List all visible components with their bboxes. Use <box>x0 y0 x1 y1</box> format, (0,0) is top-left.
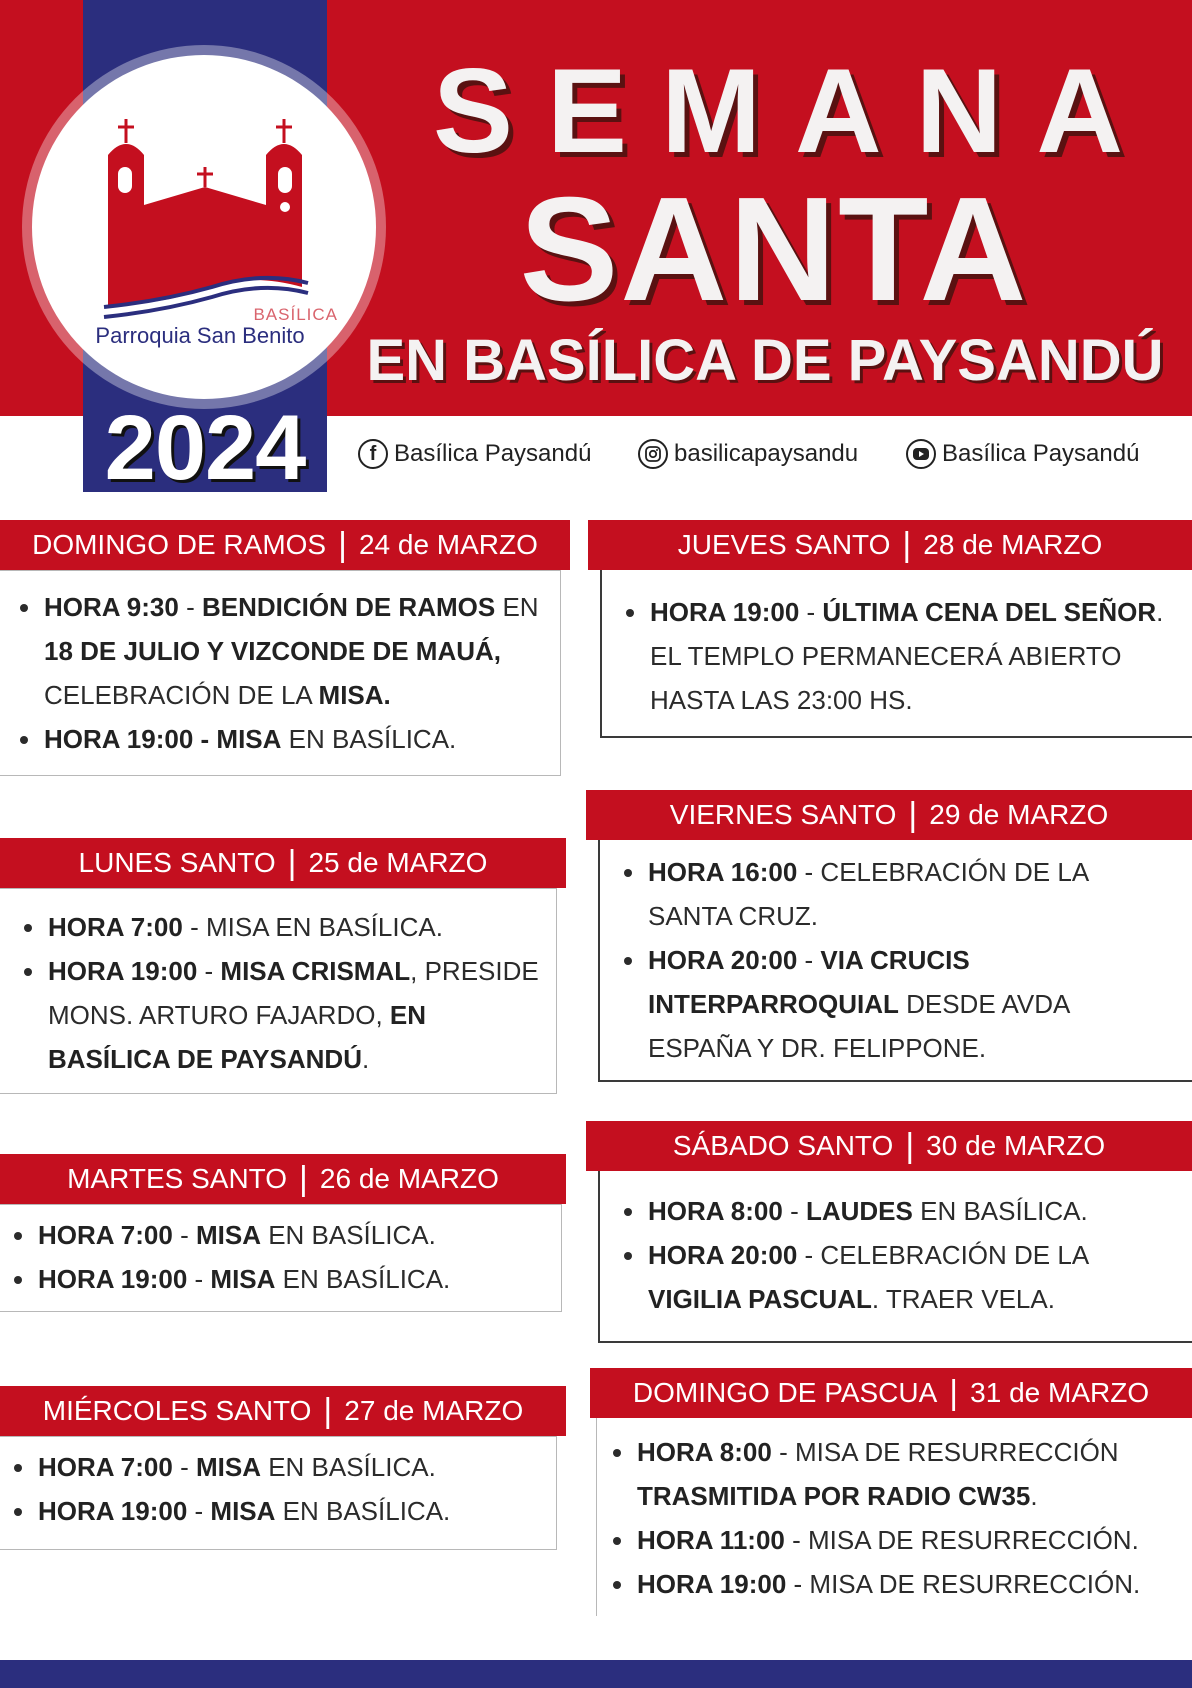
list-item: HORA 11:00 - MISA DE RESURRECCIÓN. <box>637 1518 1180 1562</box>
list-item: HORA 7:00 - MISA EN BASÍLICA. <box>38 1213 545 1257</box>
section-domingo-ramos <box>0 520 570 776</box>
day-header <box>0 838 566 888</box>
day-header <box>586 790 1192 840</box>
facebook-handle: Basílica Paysandú <box>394 440 592 467</box>
section-viernes-santo <box>586 790 1192 1082</box>
list-item: HORA 19:00 - MISA EN BASÍLICA. <box>44 717 544 761</box>
title-semana: SEMANA <box>432 44 1158 178</box>
day-header <box>586 1121 1192 1171</box>
day-header <box>588 520 1192 570</box>
day-header <box>590 1368 1192 1418</box>
list-item: HORA 7:00 - MISA EN BASÍLICA. <box>38 1445 540 1489</box>
day-date: 26 de MARZO <box>319 1163 499 1194</box>
list-item: HORA 8:00 - MISA DE RESURRECCIÓN TRASMITIDA POR RADIO CW35. <box>637 1430 1180 1518</box>
separator: | <box>949 1374 959 1412</box>
day-date: 30 de MARZO <box>926 1130 1106 1161</box>
list-item: HORA 16:00 - CELEBRACIÓN DE LA SANTA CRUZ. <box>648 850 1172 938</box>
list-item: HORA 19:00 - MISA EN BASÍLICA. <box>38 1489 540 1533</box>
instagram-handle: basilicapaysandu <box>674 440 859 467</box>
day-name: DOMINGO DE PASCUA <box>632 1377 938 1408</box>
logo-basilica-text: BASÍLICA <box>253 305 338 324</box>
day-name: DOMINGO DE RAMOS <box>32 529 327 560</box>
day-name: LUNES SANTO <box>78 847 276 878</box>
separator: | <box>902 526 912 564</box>
day-name: MARTES SANTO <box>67 1163 288 1194</box>
youtube-handle: Basílica Paysandú <box>942 440 1140 467</box>
section-martes-santo <box>0 1154 566 1312</box>
list-item: HORA 8:00 - LAUDES EN BASÍLICA. <box>648 1189 1172 1233</box>
day-header <box>0 520 570 570</box>
day-header <box>0 1154 566 1204</box>
social-facebook[interactable] <box>358 434 591 474</box>
list-item: HORA 9:30 - BENDICIÓN DE RAMOS EN 18 DE JULIO Y VIZCONDE DE MAUÁ, CELEBRACIÓN DE LA MISA. <box>44 585 544 717</box>
title-subtitle: EN BASÍLICA DE PAYSANDÚ <box>366 328 1164 393</box>
day-name: VIERNES SANTO <box>669 799 897 830</box>
day-date: 29 de MARZO <box>929 799 1109 830</box>
separator: | <box>299 1160 308 1198</box>
separator: | <box>323 1392 333 1430</box>
title-santa: SANTA <box>519 167 1029 332</box>
facebook-icon: f <box>358 439 388 469</box>
section-miercoles-santo <box>0 1386 566 1550</box>
social-instagram[interactable] <box>638 434 858 474</box>
day-name: JUEVES SANTO <box>677 529 891 560</box>
section-domingo-pascua <box>590 1368 1192 1616</box>
day-header <box>0 1386 566 1436</box>
list-item: HORA 20:00 - VIA CRUCIS INTERPARROQUIAL DESDE AVDA ESPAÑA Y DR. FELIPPONE. <box>648 938 1172 1070</box>
list-item: HORA 20:00 - CELEBRACIÓN DE LA VIGILIA PASCUAL. TRAER VELA. <box>648 1233 1172 1321</box>
separator: | <box>908 796 918 834</box>
list-item: HORA 7:00 - MISA EN BASÍLICA. <box>48 905 540 949</box>
day-date: 27 de MARZO <box>344 1395 524 1426</box>
separator: | <box>905 1127 915 1165</box>
social-youtube[interactable] <box>906 434 1139 474</box>
year-label: 2024 <box>104 397 306 499</box>
list-item: HORA 19:00 - MISA CRISMAL, PRESIDE MONS. ARTURO FAJARDO, EN BASÍLICA DE PAYSANDÚ. <box>48 949 540 1081</box>
day-date: 31 de MARZO <box>970 1377 1150 1408</box>
day-name: MIÉRCOLES SANTO <box>42 1395 312 1426</box>
parish-logo <box>32 55 376 399</box>
day-date: 25 de MARZO <box>308 847 488 878</box>
list-item: HORA 19:00 - ÚLTIMA CENA DEL SEÑOR. EL TEMPLO PERMANECERÁ ABIERTO HASTA LAS 23:00 HS. <box>650 590 1172 722</box>
section-lunes-santo <box>0 838 566 1094</box>
separator: | <box>287 844 297 882</box>
footer-blue-bar <box>0 1660 1192 1688</box>
youtube-icon <box>906 439 936 469</box>
list-item: HORA 19:00 - MISA DE RESURRECCIÓN. <box>637 1562 1180 1606</box>
logo-parroquia-text: Parroquia San Benito <box>95 323 305 348</box>
day-name: SÁBADO SANTO <box>672 1130 894 1161</box>
list-item: HORA 19:00 - MISA EN BASÍLICA. <box>38 1257 545 1301</box>
separator: | <box>338 526 347 564</box>
section-jueves-santo <box>588 520 1192 738</box>
instagram-icon <box>638 439 668 469</box>
day-date: 24 de MARZO <box>358 529 538 560</box>
section-sabado-santo <box>586 1121 1192 1343</box>
day-date: 28 de MARZO <box>923 529 1103 560</box>
